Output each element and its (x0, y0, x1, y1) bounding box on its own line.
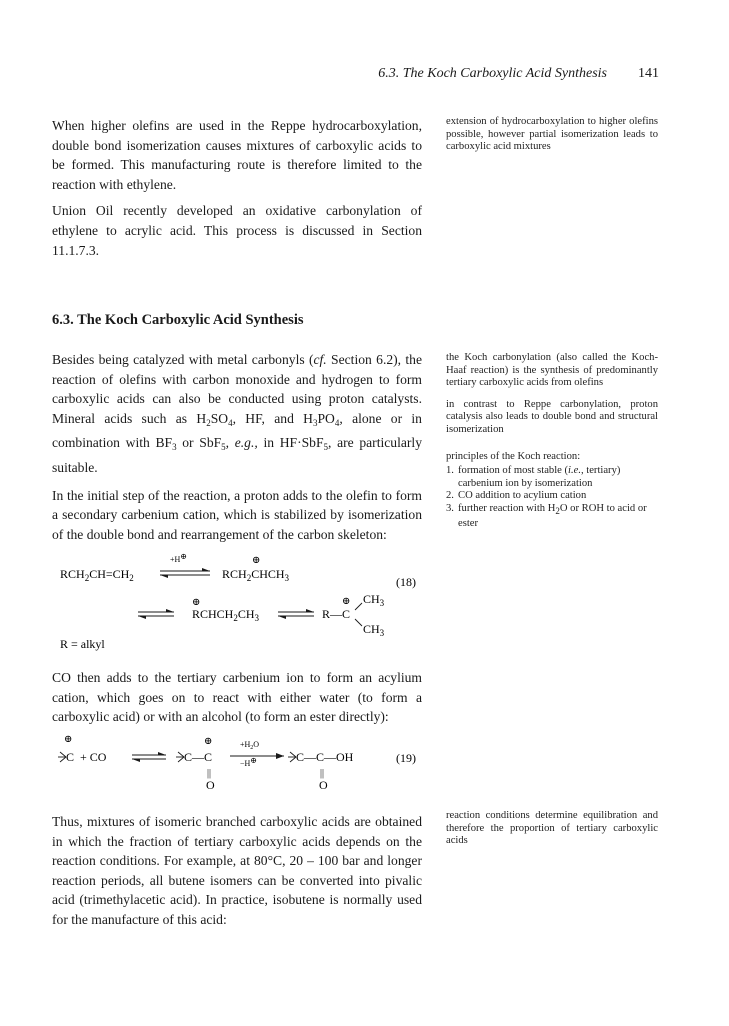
sub: 4 (334, 417, 340, 428)
eq19-acid: C—C—OH (296, 750, 354, 764)
eq19-plus-co: + CO (80, 750, 107, 764)
text: or SbF (176, 435, 222, 451)
principles-list (446, 465, 658, 530)
t: CHCH (251, 567, 285, 581)
branch-mark (288, 752, 296, 762)
eq19-charge-2: ⊕ (204, 736, 213, 747)
equilibrium-arrow (160, 568, 210, 578)
text: , alone or in combination with BF (52, 410, 422, 451)
sub: 5 (221, 442, 226, 453)
text: tertiary) carbenium ion by isomerization (458, 465, 621, 489)
eq19-reagent-bottom (240, 756, 257, 768)
margin-note-conditions (446, 810, 658, 848)
t: CH (363, 592, 380, 606)
equilibrium-arrow (278, 609, 314, 619)
equilibrium-arrow (132, 752, 166, 762)
text: SO (210, 410, 229, 426)
page-number: 141 (638, 66, 659, 81)
margin-principles-title: principles of the Koch reaction: (446, 450, 581, 462)
text: O or ROH to acid or ester (458, 502, 647, 529)
eq18-olefin (60, 567, 134, 583)
t: 2 (246, 573, 252, 583)
principle-item (446, 465, 658, 490)
t: 2 (233, 613, 238, 623)
t: CH (363, 622, 380, 636)
branch-mark (58, 752, 66, 762)
section-body-2 (52, 668, 422, 727)
text: formation of most stable ( (458, 465, 569, 477)
t: +H (240, 740, 251, 749)
page-header (0, 66, 729, 86)
text: CO addition to acylium cation (458, 490, 587, 502)
text: Section 6.2), the reaction of olefins with carbon monoxide and hydrogen to form carboxylic acids can also be conducted using proton catalysts. Mineral acids such as H (52, 352, 422, 426)
eq19-oxygen-2: O (319, 778, 328, 792)
equation-18 (52, 540, 432, 655)
text: , HF, and H (232, 410, 313, 426)
t: 3 (379, 628, 385, 638)
text: , are particularly suitable. (52, 435, 422, 475)
eq19-oxygen-1: O (206, 778, 215, 792)
eq18-reagent (170, 552, 187, 564)
text: Besides being catalyzed with metal carbonyls ( (52, 352, 314, 367)
eq19-carbenium: C (66, 750, 75, 764)
bond (355, 603, 362, 610)
t: 3 (284, 573, 290, 583)
sub: 3 (172, 442, 177, 453)
eq19-double-bond-2: || (320, 768, 325, 779)
sub: 3 (312, 417, 318, 428)
t: CH=CH (89, 567, 130, 581)
t: 2 (129, 573, 134, 583)
t: RCHCH (192, 607, 234, 621)
intro-column (52, 116, 422, 260)
t: ⊕ (180, 552, 187, 561)
sub: 5 (323, 442, 329, 453)
t: RCH (60, 567, 85, 581)
t: 2 (84, 573, 90, 583)
eq18-methyl-bottom (363, 622, 385, 638)
t: CH (237, 607, 255, 621)
sub: 2 (555, 505, 560, 516)
arrow-head (276, 753, 284, 759)
margin-note-koch: the Koch carbonylation (also called the Koch-Haaf reaction) is the synthesis of predominantly tertiary carboxylic acids from olefins (446, 352, 658, 389)
branch-mark (176, 752, 184, 762)
section-body-1 (52, 350, 422, 544)
paragraph-acylium: CO then adds to the tertiary carbenium ion to form an acylium cation, which goes on to react with either water (to form a carboxylic acid) or with an alcohol (to form an ester directly): (52, 670, 422, 725)
list-number: 1. (446, 465, 454, 477)
eq18-charge-3: ⊕ (342, 596, 351, 607)
text-eg: e.g., (234, 435, 258, 451)
paragraph-mixtures: Thus, mixtures of isomeric branched carboxylic acids are obtained in which the fraction of tertiary carboxylic acids depends on the reaction conditions. For example, at 80°C, 20 – 100 bar and longer reaction periods, all butene isomers can be converted into pivalic acid (trimethylacetic acid). In practice, isobutene is normally used for the manufacture of this acid: (52, 814, 422, 927)
t: −H (240, 759, 251, 768)
t: RCH (222, 567, 247, 581)
eq19-number: (19) (396, 751, 416, 765)
equilibrium-arrow (138, 609, 174, 619)
list-number: 3. (446, 502, 454, 514)
eq19-acylium: C—C (184, 750, 213, 764)
text: PO (317, 410, 335, 426)
principle-item (446, 503, 658, 530)
text: in HF·SbF (257, 435, 324, 451)
margin-note-conditions-text: reaction conditions determine equilibration and therefore the proportion of tertiary carboxylic acids (446, 810, 658, 847)
text-cf: cf. (313, 352, 327, 367)
eq19-reagent-top (240, 740, 259, 751)
section-heading: 6.3. The Koch Carboxylic Acid Synthesis (52, 312, 304, 328)
sub: 2 (206, 417, 211, 428)
section-body-3 (52, 812, 422, 930)
margin-note-reppe: in contrast to Reppe carbonylation, proton catalysis also leads to double bond and structural isomerization (446, 398, 658, 435)
t: 3 (254, 613, 260, 623)
sub: 4 (228, 417, 233, 428)
eq19-double-bond-1: || (207, 768, 212, 779)
t: ⊕ (250, 756, 257, 765)
eq18-charge-1: ⊕ (252, 555, 261, 566)
t: +H (170, 555, 181, 564)
principle-item (446, 490, 658, 503)
text: , (225, 435, 235, 451)
eq18-tertiary-c: R—C (322, 607, 351, 621)
margin-notes-koch (446, 352, 658, 530)
eq18-methyl-top (363, 592, 385, 608)
alkyl-definition: R = alkyl (60, 637, 105, 651)
t: 2 (250, 745, 254, 751)
intro-paragraph-2: Union Oil recently developed an oxidative carbonylation of ethylene to acrylic acid. This process is discussed in Section 11.1.7.3. (52, 203, 422, 258)
t: 3 (379, 598, 385, 608)
eq18-charge-2: ⊕ (192, 597, 201, 608)
eq19-charge-1: ⊕ (64, 734, 73, 745)
paragraph-initial-step: In the initial step of the reaction, a proton adds to the olefin to form a secondary carbenium cation, which is stabilized by isomerization of the double bond and rearrangement of the carbon skeleton: (52, 487, 422, 542)
t: O (253, 740, 260, 749)
eq18-number: (18) (396, 575, 416, 589)
margin-note-hydrocarboxylation (446, 116, 658, 154)
text-ie: i.e., (568, 465, 584, 477)
list-number: 2. (446, 490, 454, 502)
running-title: 6.3. The Koch Carboxylic Acid Synthesis (378, 66, 607, 81)
equation-19 (52, 733, 432, 795)
eq18-isomer-cation (192, 607, 260, 623)
bond (355, 619, 362, 626)
intro-paragraph-1: When higher olefins are used in the Reppe hydrocarboxylation, double bond isomerization causes mixtures of carboxylic acids to be formed. This manufacturing route is therefore limited to the reaction with ethylene. (52, 118, 422, 192)
text: further reaction with H (458, 502, 556, 514)
margin-note-text: extension of hydrocarboxylation to higher olefins possible, however partial isomerization leads to carboxylic acid mixtures (446, 116, 658, 153)
eq18-secondary-cation (222, 567, 290, 583)
paragraph-catalysts (52, 350, 422, 478)
